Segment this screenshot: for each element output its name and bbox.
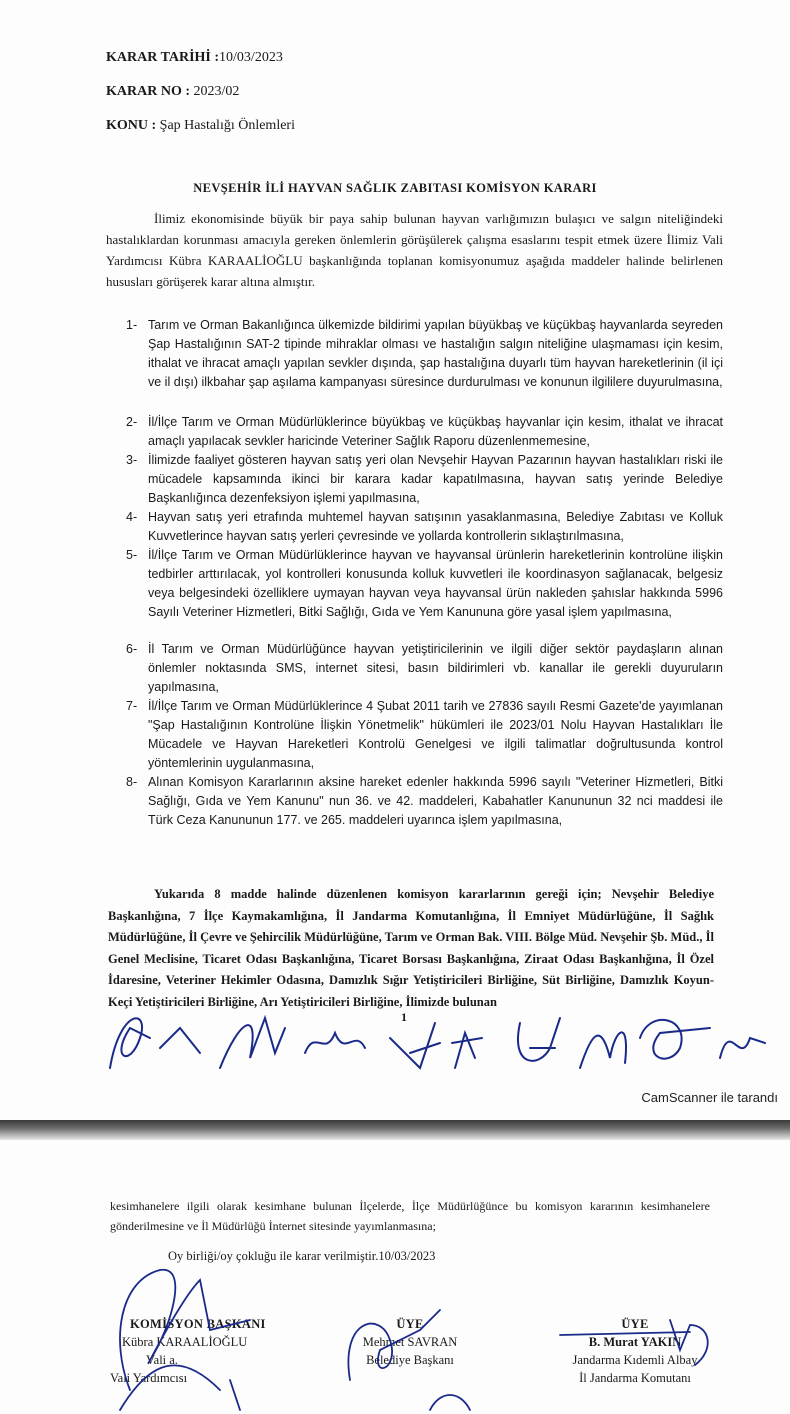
item-text: İl/İlçe Tarım ve Orman Müdürlüklerince büyükbaş ve küçükbaş hayvanlar için kesim, ithalat ve ihracat amaçlı yapılacak sevkler haricinde Veteriner Sağlık Raporu düzenlenmemesine, bbox=[148, 415, 723, 448]
signatory-position: Vali Yardımcısı bbox=[110, 1371, 188, 1385]
item-text: İl Tarım ve Orman Müdürlüğünce hayvan yetiştiricilerinin ve ilgili diğer sektör paydaşların alınan önlemler noktasında SMS, internet sitesi, basın bildirimleri vb. kanallar ile gerekli duyuruların yapılmasına, bbox=[148, 642, 723, 694]
signatory-title: Vali a. bbox=[146, 1353, 178, 1367]
item-text: Hayvan satış yeri etrafında muhtemel hayvan satışının yasaklanmasına, Belediye Zabıtası ve Kolluk Kuvvetlerince hayvan satış yerleri çevresinde ve yollarda kontrollerin sıklaştırılmasına, bbox=[148, 510, 723, 543]
decision-date-value: 10/03/2023 bbox=[219, 50, 283, 65]
decision-subject-label: KONU : bbox=[106, 118, 157, 133]
item-number: 2- bbox=[126, 415, 138, 429]
decision-number-value: 2023/02 bbox=[193, 84, 240, 99]
scanner-watermark: CamScanner ile tarandı bbox=[641, 1090, 778, 1105]
signatory-title: Belediye Başkanı bbox=[366, 1353, 454, 1367]
signature-scribbles bbox=[90, 998, 770, 1088]
signatory-name: Kübra KARAALİOĞLU bbox=[122, 1335, 248, 1349]
signatory-title: Jandarma Kıdemli Albay bbox=[572, 1353, 698, 1367]
signatory-role: KOMİSYON BAŞKANI bbox=[130, 1317, 266, 1331]
distribution-paragraph: Yukarıda 8 madde halinde düzenlenen komisyon kararlarının gereği için; Nevşehir Belediye Başkanlığına, 7 İlçe Kaymakamlığına, İl Jandarma Komutanlığına, İl Emniyet Müdürlüğüne, İl Sağlık Müdürlüğüne, İl Çevre ve Şehircilik Müdürlüğüne, Tarım ve Orman Bak. VIII. Bölge Müd. Nevşehir Şb. Müd., İl Genel Meclisine, Ticaret Odası Başkanlığına, Ticaret Borsası Başkanlığına, Ziraat Odası Başkanlığına, İl Özel İdaresine, Veteriner Hekimler Odasına, Damızlık Sığır Yetiştiricileri Birliğine, Süt Birliğine, Damızlık Koyun-Keçi Yetiştiricileri Birliğine, Arı Yetiştiricileri Birliğine, İlimizde bulunan bbox=[108, 887, 714, 1009]
signatory-role: ÜYE bbox=[396, 1317, 424, 1331]
list-item bbox=[126, 316, 723, 392]
decision-date-label: KARAR TARİHİ : bbox=[106, 50, 220, 65]
decision-number-label: KARAR NO : bbox=[106, 84, 190, 99]
item-text: İl/İlçe Tarım ve Orman Müdürlüklerince 4 Şubat 2011 tarih ve 27836 sayılı Resmi Gazete'de yayımlanan "Şap Hastalığının Kontrolüne İlişkin Yönetmelik" hükümleri ile 2023/01 Nolu Hayvan Hastalıkları İle Mücadele ve Hayvan Hareketleri Kontrolü Genelgesi ve ilgili talimatlar doğrultusunda kontrol yöntemlerinin uygulanmasına, bbox=[148, 699, 723, 770]
page-divider bbox=[0, 1120, 790, 1140]
document-title: NEVŞEHİR İLİ HAYVAN SAĞLIK ZABITASI KOMİSYON KARARI bbox=[193, 181, 597, 195]
item-number: 5- bbox=[126, 548, 138, 562]
intro-paragraph: İlimiz ekonomisinde büyük bir paya sahip bulunan hayvan varlığımızın bulaşıcı ve salgın niteliğindeki hastalıklardan korunması amacıyla gereken önlemlerin görüşülerek çalışma esaslarını tespit etmek üzere İlimiz Vali Yardımcısı Kübra KARAALİOĞLU başkanlığında toplanan komisyonumuz aşağıda maddeler halinde belirlenen hususları görüşerek karar altına almıştır. bbox=[106, 211, 723, 289]
vote-line: Oy birliği/oy çokluğu ile karar verilmiştir.10/03/2023 bbox=[168, 1249, 436, 1263]
decision-subject bbox=[106, 118, 295, 134]
item-number: 8- bbox=[126, 775, 138, 789]
decision-date bbox=[106, 50, 283, 66]
item-number: 7- bbox=[126, 699, 138, 713]
page2-signatures bbox=[90, 1240, 730, 1414]
list-item bbox=[126, 413, 723, 451]
item-number: 3- bbox=[126, 453, 138, 467]
item-text: İl/İlçe Tarım ve Orman Müdürlüklerince hayvan ve hayvansal ürünlerin hareketlerinin kontrolüne ilişkin tedbirler arttırılacak, yol kontrolleri konusunda kolluk kuvvetleri ile koordinasyon sağlanacak, belgesiz veya belgesindeki özelliklere uymayan hayvan veya hayvansal ürün nakleden şahıslar hakkında 5996 Sayılı Veteriner Hizmetleri, Bitki Sağlığı, Gıda ve Yem Kanununa göre yasal işlem yapılmasına, bbox=[148, 548, 723, 619]
list-item bbox=[126, 773, 723, 830]
item-number: 1- bbox=[126, 318, 138, 332]
item-text: Alınan Komisyon Kararlarının aksine hareket edenler hakkında 5996 sayılı "Veteriner Hizmetleri, Bitki Sağlığı, Gıda ve Yem Kanunu" nun 36. ve 42. maddeleri, Kabahatler Kanununun 32 nci maddesi ile Türk Ceza Kanununun 177. ve 265. maddeleri uyarınca işlem yapılmasına, bbox=[148, 775, 723, 827]
list-item bbox=[126, 640, 723, 697]
continuation-paragraph: kesimhanelere ilgili olarak kesimhane bulunan İlçelerde, İlçe Müdürlüğünce bu komisyon kararının kesimhanelere gönderilmesine ve İl Müdürlüğü İnternet sitesinde yayımlanmasına; bbox=[110, 1199, 710, 1233]
signatory-name: B. Murat YAKIN bbox=[588, 1335, 682, 1349]
decision-subject-value: Şap Hastalığı Önlemleri bbox=[159, 118, 295, 133]
item-number: 4- bbox=[126, 510, 138, 524]
list-item bbox=[126, 697, 723, 773]
item-text: İlimizde faaliyet gösteren hayvan satış yeri olan Nevşehir Hayvan Pazarının hayvan hastalıkları riski ile mücadele kapsamında ikinci bir karara kadar kapatılmasına, hayvan satış yerinde Belediye Başkanlığınca dezenfeksiyon işlemi yapılmasına, bbox=[148, 453, 723, 505]
decision-number bbox=[106, 84, 239, 100]
page-number: 1 bbox=[401, 1010, 407, 1024]
signatory-name: Mehmet SAVRAN bbox=[362, 1335, 458, 1349]
item-text: Tarım ve Orman Bakanlığınca ülkemizde bildirimi yapılan büyükbaş ve küçükbaş hayvanlarda seyreden Şap Hastalığının SAT-2 tipinde mihraklar olması ve hastalığın salgın niteliğine ulaşmaması için kesim, ithalat ve ihracat amaçlı yapılan sevkler dışında, şap hastalığına duyarlı tüm hayvan hareketlerinin (il içi ve il dışı) ilkbahar şap aşılama kampanyası süresince durdurulması ve konunun ilgililere duyurulmasına, bbox=[148, 318, 723, 389]
item-number: 6- bbox=[126, 642, 138, 656]
list-item bbox=[126, 546, 723, 622]
list-item bbox=[126, 451, 723, 508]
signatory-role: ÜYE bbox=[621, 1317, 649, 1331]
list-item bbox=[126, 508, 723, 546]
signatory-position: İl Jandarma Komutanı bbox=[579, 1371, 691, 1385]
